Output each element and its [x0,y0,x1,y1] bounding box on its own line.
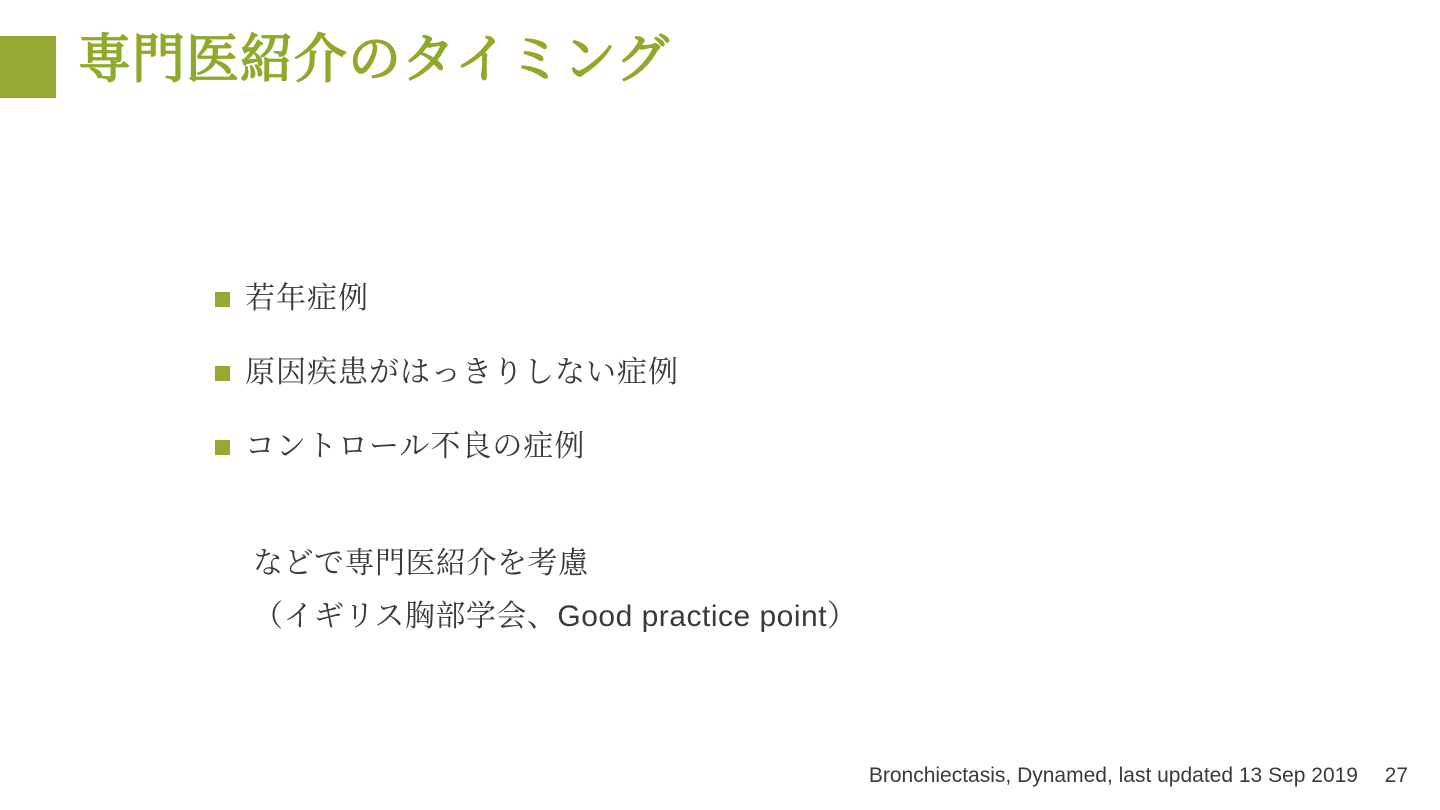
bullet-list [215,278,1215,500]
list-item-label: 若年症例 [245,282,369,315]
page-title: 専門医紹介のタイミング [78,30,670,89]
title-accent-marker [0,36,56,98]
list-item-label: コントロール不良の症例 [245,430,586,463]
list-item [215,352,1215,394]
source-citation: Bronchiectasis, Dynamed, last updated 13 Sep 2019 [868,764,1358,787]
list-item-label: 原因疾患がはっきりしない症例 [245,356,679,389]
summary-note-line-1: などで専門医紹介を考慮 [253,547,589,580]
page-number: 27 [1384,764,1408,787]
summary-note-line-2: （イギリス胸部学会、Good practice point） [253,599,858,633]
list-item [215,278,1215,320]
square-bullet-icon [215,366,230,381]
square-bullet-icon [215,440,230,455]
square-bullet-icon [215,292,230,307]
list-item [215,426,1215,468]
summary-note [253,538,858,643]
